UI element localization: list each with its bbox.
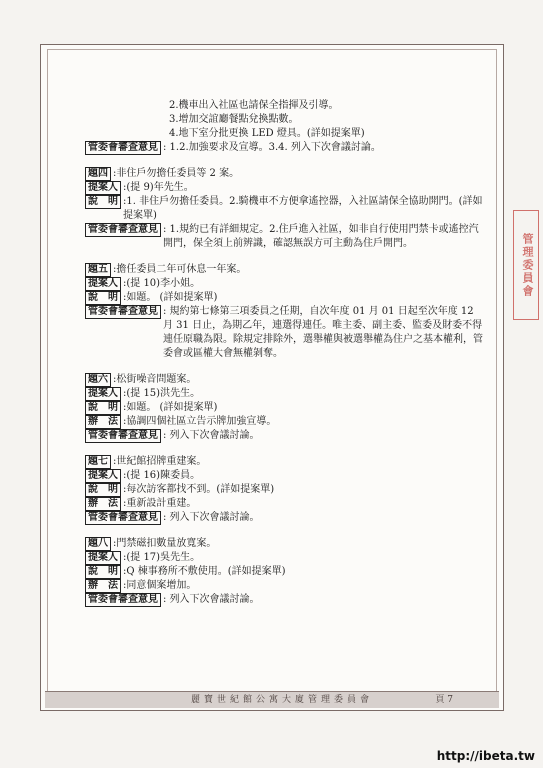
proposer-text: :(提 16)陳委員。 bbox=[123, 470, 201, 481]
page-footer bbox=[45, 691, 499, 708]
description-row bbox=[85, 195, 485, 223]
item-title: :非住戶勿擔任委員等 2 案。 bbox=[113, 168, 240, 179]
review-label: 管委會審查意見 bbox=[85, 429, 161, 443]
proposer-row bbox=[85, 551, 485, 565]
item-title: :松街噪音問題案。 bbox=[113, 374, 197, 385]
review-row bbox=[85, 223, 485, 251]
proposer-text: :(提 10)李小姐。 bbox=[123, 278, 201, 289]
proposer-text: :(提 15)洪先生。 bbox=[123, 388, 201, 399]
footer-organization: 麗寶世紀館公寓大廈管理委員會 bbox=[191, 695, 374, 705]
document-page bbox=[40, 44, 504, 711]
description-label: 說 明 bbox=[85, 291, 121, 305]
item-title-row bbox=[85, 167, 485, 181]
proposer-label: 提案人 bbox=[85, 551, 121, 565]
item-number-label: 題八 bbox=[85, 537, 111, 551]
review-label: 管委會審查意見 bbox=[85, 593, 161, 607]
description-text: :如題。 (詳如提案單) bbox=[123, 292, 218, 303]
review-label: 管委會審查意見 bbox=[85, 511, 161, 525]
review-label: 管委會審查意見 bbox=[85, 305, 161, 319]
review-label: 管委會審查意見 bbox=[85, 223, 161, 237]
minutes-content bbox=[85, 99, 485, 607]
description-label: 說 明 bbox=[85, 565, 121, 579]
item-title-row bbox=[85, 455, 485, 469]
item-number-label: 題四 bbox=[85, 167, 111, 181]
item-title-row bbox=[85, 373, 485, 387]
method-row bbox=[85, 415, 485, 429]
review-text: : 1.2.加強要求及宣導。3.4. 列入下次會議討論。 bbox=[163, 142, 381, 153]
description-row bbox=[85, 483, 485, 497]
proposer-label: 提案人 bbox=[85, 277, 121, 291]
proposer-row bbox=[85, 469, 485, 483]
page-number: 頁 7 bbox=[435, 695, 453, 705]
item-number-label: 題五 bbox=[85, 263, 111, 277]
item-title: :門禁磁扣數量放寬案。 bbox=[113, 538, 217, 549]
proposer-row bbox=[85, 387, 485, 401]
description-label: 說 明 bbox=[85, 401, 121, 415]
review-text: : 規約第七條第三項委員之任期，自次年度 01 月 01 日起至次年度 12 月 31 日止，為期乙年，連選得連任。唯主委、副主委、監委及財委不得連任原職為限。除規定排除外，選舉權與被選舉權為住户之基本權利，管委會或區權大會無權剝奪。 bbox=[163, 306, 483, 359]
description-row bbox=[85, 565, 485, 579]
proposer-text: :(提 17)吳先生。 bbox=[123, 552, 201, 563]
method-row bbox=[85, 497, 485, 511]
method-text: :重新設計重建。 bbox=[123, 498, 197, 509]
method-row bbox=[85, 579, 485, 593]
review-row bbox=[85, 305, 485, 361]
item-number-label: 題六 bbox=[85, 373, 111, 387]
item-title-row bbox=[85, 263, 485, 277]
method-label: 辦 法 bbox=[85, 579, 121, 593]
description-row bbox=[85, 401, 485, 415]
description-text: :1. 非住戶勿擔任委員。2.騎機車不方便拿遙控器，入社區請保全協助開門。(詳如提案單) bbox=[123, 196, 483, 221]
committee-seal: 管理委員會 bbox=[513, 210, 539, 320]
description-row bbox=[85, 291, 485, 305]
item-title: :世紀館招牌重建案。 bbox=[113, 456, 207, 467]
proposer-label: 提案人 bbox=[85, 387, 121, 401]
list-item: 2.機車出入社區也請保全指揮及引導。 bbox=[169, 100, 339, 111]
item-title-row bbox=[85, 537, 485, 551]
description-label: 說 明 bbox=[85, 195, 121, 209]
review-text: : 列入下次會議討論。 bbox=[163, 430, 260, 441]
list-item: 3.增加交誼廳餐點兌換點數。 bbox=[169, 114, 299, 125]
proposer-row bbox=[85, 277, 485, 291]
review-text: : 列入下次會議討論。 bbox=[163, 512, 260, 523]
proposer-label: 提案人 bbox=[85, 181, 121, 195]
method-text: :同意個案增加。 bbox=[123, 580, 197, 591]
method-text: :協調四個社區立告示牌加強宣導。 bbox=[123, 416, 277, 427]
review-row bbox=[85, 511, 485, 525]
review-row bbox=[85, 141, 485, 155]
review-row bbox=[85, 593, 485, 607]
review-text: : 1.規約已有詳細規定。2.住戶進入社區，如非自行使用門禁卡或遙控汽開門，保全須上前辨識，確認無誤方可主動為住戶開門。 bbox=[163, 224, 479, 249]
watermark-text: http://ibeta.tw bbox=[436, 749, 535, 763]
description-text: :如題。 (詳如提案單) bbox=[123, 402, 218, 413]
method-label: 辦 法 bbox=[85, 415, 121, 429]
item-number-label: 題七 bbox=[85, 455, 111, 469]
description-text: :Q 棟事務所不敷使用。(詳如提案單) bbox=[123, 566, 286, 577]
review-text: : 列入下次會議討論。 bbox=[163, 594, 260, 605]
review-row bbox=[85, 429, 485, 443]
method-label: 辦 法 bbox=[85, 497, 121, 511]
list-item: 4.地下室分批更換 LED 燈具。(詳如提案單) bbox=[169, 128, 365, 139]
item-title: :擔任委員二年可休息一年案。 bbox=[113, 264, 247, 275]
description-text: :每次訪客都找不到。(詳如提案單) bbox=[123, 484, 275, 495]
proposer-label: 提案人 bbox=[85, 469, 121, 483]
proposer-row bbox=[85, 181, 485, 195]
proposer-text: :(提 9)年先生。 bbox=[123, 182, 194, 193]
review-label: 管委會審查意見 bbox=[85, 141, 161, 155]
description-label: 說 明 bbox=[85, 483, 121, 497]
